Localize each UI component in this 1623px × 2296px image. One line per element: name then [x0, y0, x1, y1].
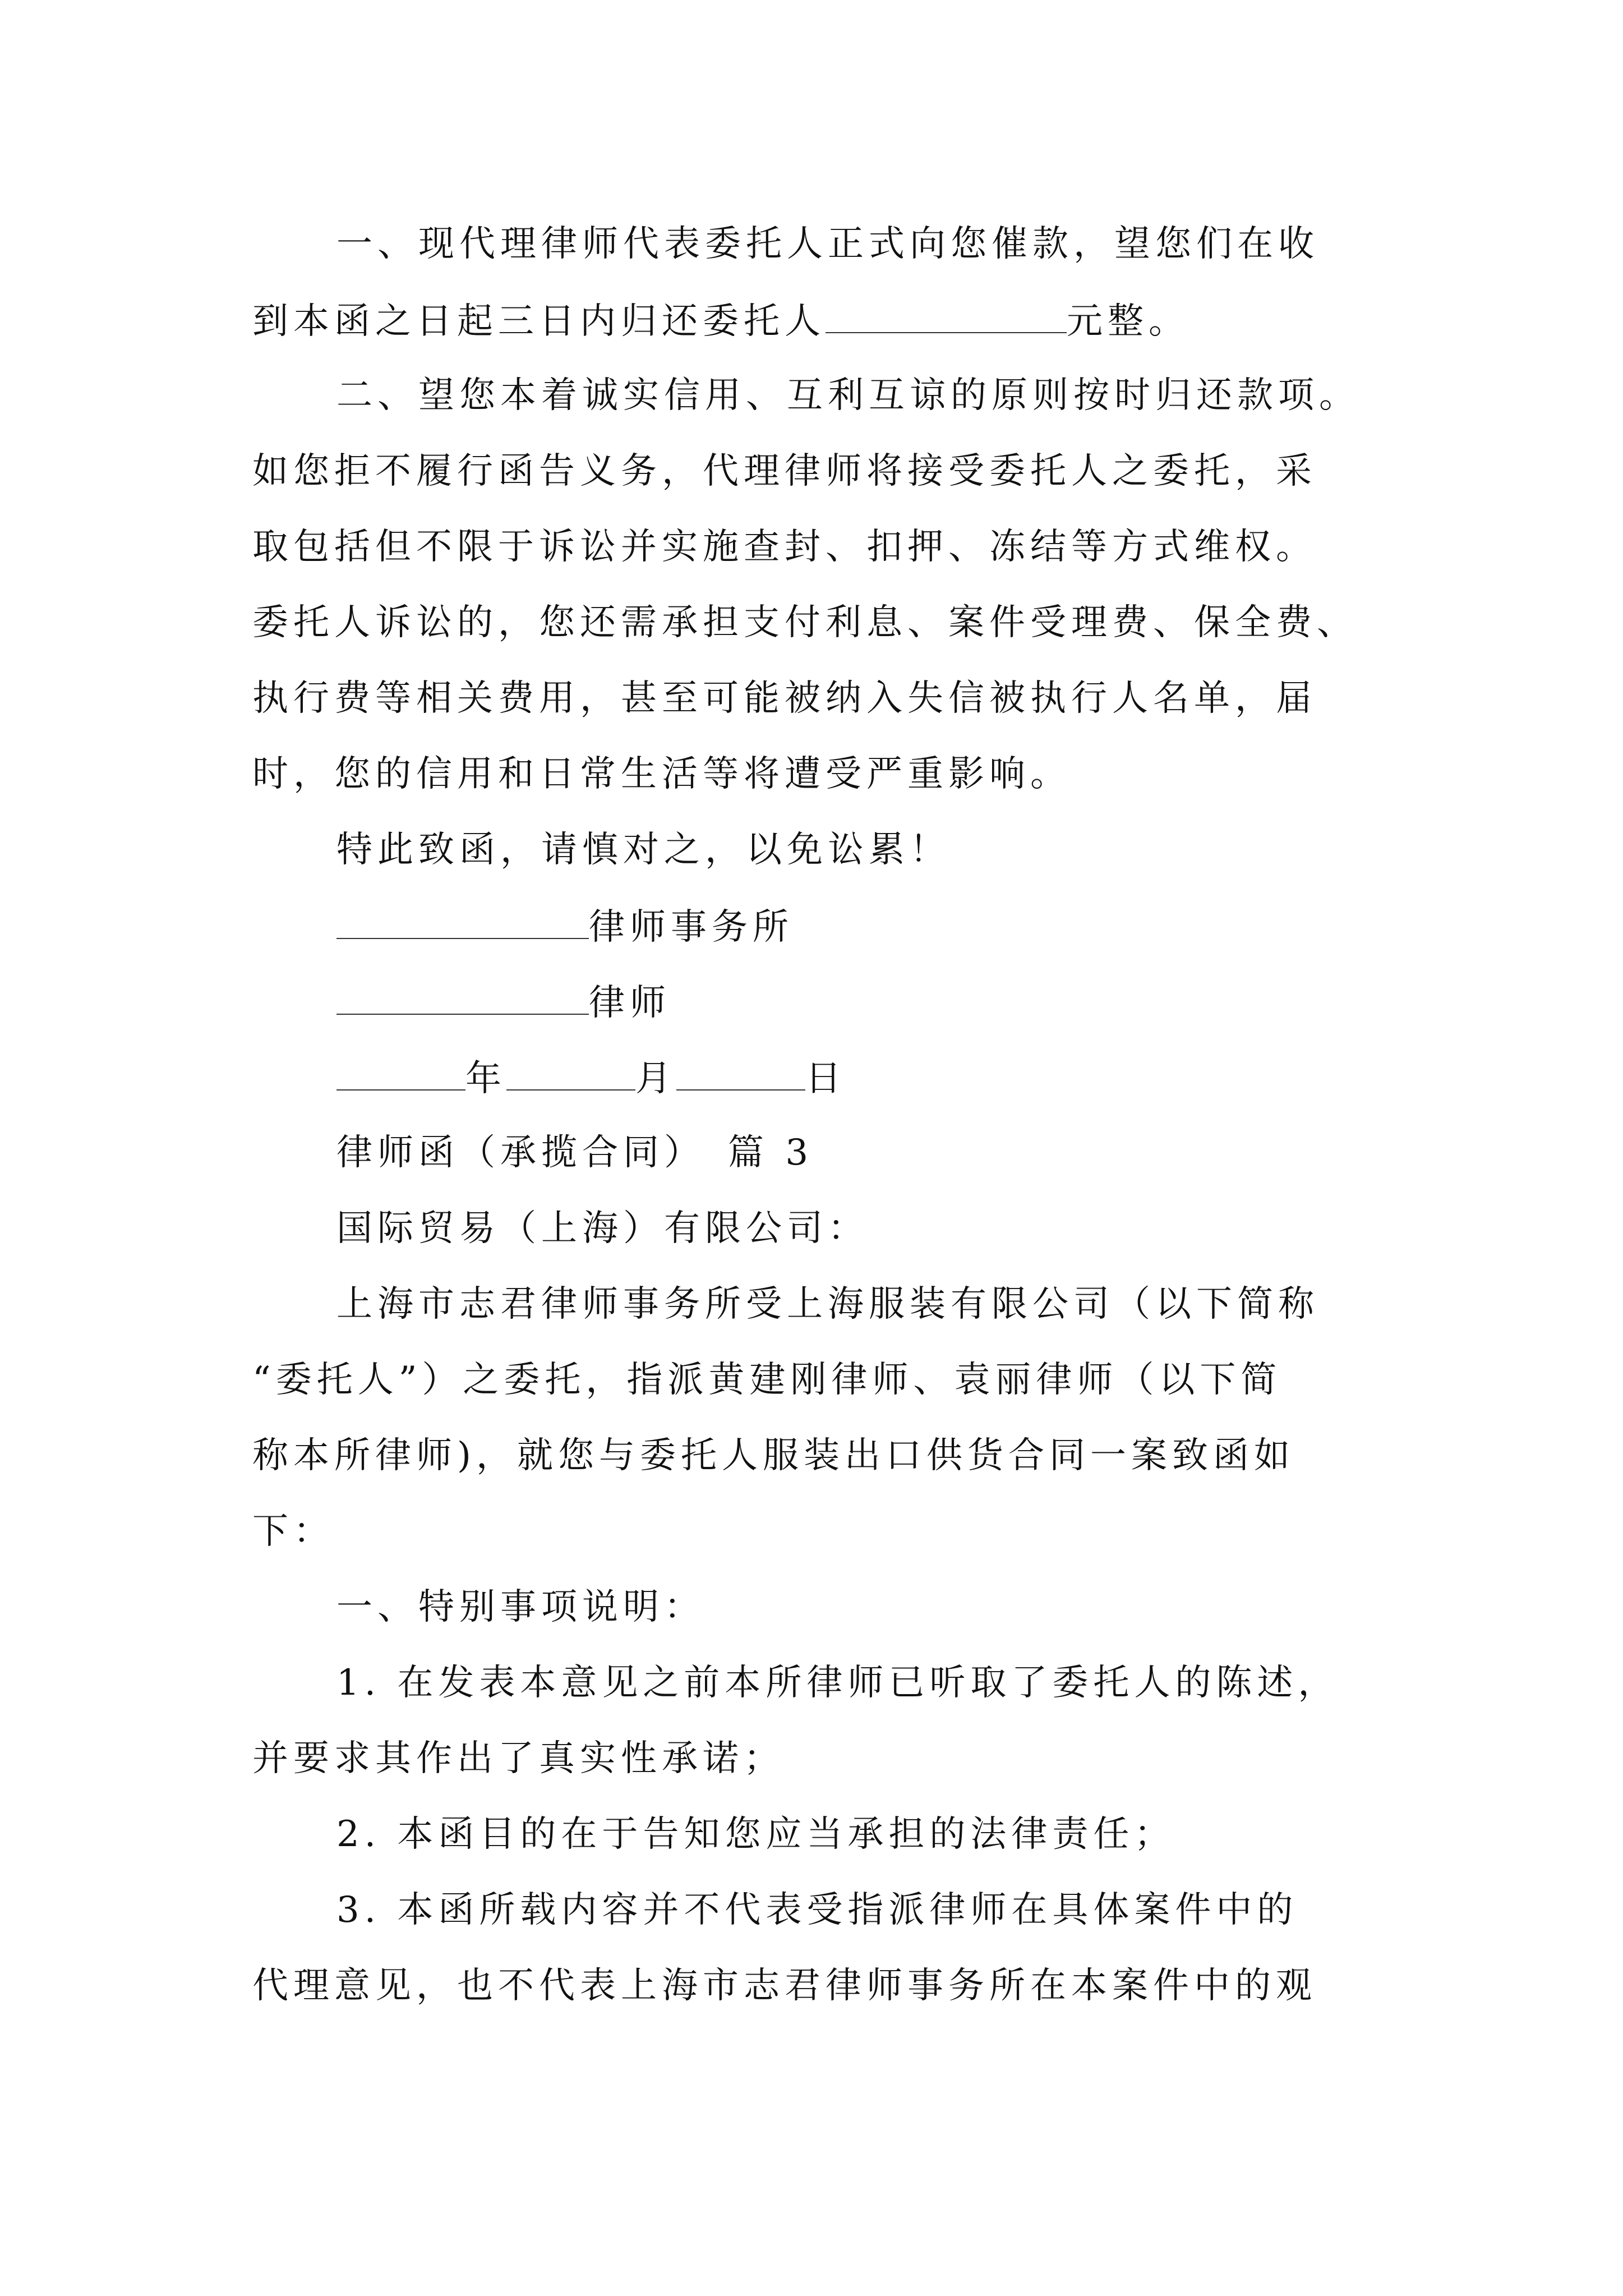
item-2: 2. 本函目的在于告知您应当承担的法律责任； [336, 1814, 1175, 1855]
paragraph-3-line-1: 上海市志君律师事务所受上海服装有限公司（以下简称 [336, 1283, 1319, 1325]
year-label: 年 [465, 1058, 506, 1099]
paragraph-1-line-2 [252, 297, 1189, 342]
date-line [336, 1055, 846, 1099]
item-1-line-1: 1. 在发表本意见之前本所律师已听取了委托人的陈述， [336, 1662, 1339, 1704]
paragraph-2-line-2: 如您拒不履行函告义务，代理律师将接受委托人之委托，采 [252, 450, 1317, 492]
month-label: 月 [635, 1058, 676, 1099]
day-blank [676, 1055, 805, 1091]
paragraph-3-line-2: “委托人”）之委托，指派黄建刚律师、袁丽律师（以下简 [252, 1359, 1282, 1401]
amount-unit: 元整。 [1067, 301, 1189, 342]
paragraph-1-line-1: 一、现代理律师代表委托人正式向您催款，望您们在收 [336, 223, 1319, 265]
month-blank [506, 1055, 635, 1091]
lawyer-label: 律师 [589, 982, 671, 1024]
paragraph-2-line-1: 二、望您本着诚实信用、互利互谅的原则按时归还款项。 [336, 375, 1360, 416]
paragraph-3-line-3: 称本所律师)，就您与委托人服装出口供货合同一案致函如 [252, 1435, 1295, 1476]
paragraph-3-line-4: 下： [252, 1511, 334, 1552]
paragraph-1-line-2-text: 到本函之日起三日内归还委托人 [252, 301, 826, 342]
item-3-line-2: 代理意见，也不代表上海市志君律师事务所在本案件中的观 [252, 1965, 1317, 2007]
heading-special-matters: 一、特别事项说明： [336, 1586, 705, 1628]
item-3-line-1: 3. 本函所载内容并不代表受指派律师在具体案件中的 [336, 1889, 1298, 1931]
firm-label: 律师事务所 [589, 907, 794, 948]
amount-blank [826, 297, 1067, 333]
year-blank [336, 1055, 465, 1091]
item-1-line-2: 并要求其作出了真实性承诺； [252, 1738, 785, 1779]
paragraph-2-line-6: 时，您的信用和日常生活等将遭受严重影响。 [252, 753, 1071, 795]
recipient: 国际贸易（上海）有限公司： [336, 1208, 869, 1249]
closing-line: 特此致函，请慎对之，以免讼累！ [336, 829, 951, 871]
section-title: 律师函（承揽合同） 篇 3 [336, 1132, 814, 1174]
lawyer-name-blank [336, 979, 589, 1015]
signature-lawyer [336, 979, 671, 1024]
paragraph-2-line-5: 执行费等相关费用，甚至可能被纳入失信被执行人名单，届 [252, 678, 1317, 719]
paragraph-2-line-4: 委托人诉讼的，您还需承担支付利息、案件受理费、保全费、 [252, 602, 1358, 643]
day-label: 日 [805, 1058, 846, 1099]
paragraph-2-line-3: 取包括但不限于诉讼并实施查封、扣押、冻结等方式维权。 [252, 526, 1317, 568]
signature-firm [336, 903, 794, 948]
firm-name-blank [336, 903, 589, 939]
